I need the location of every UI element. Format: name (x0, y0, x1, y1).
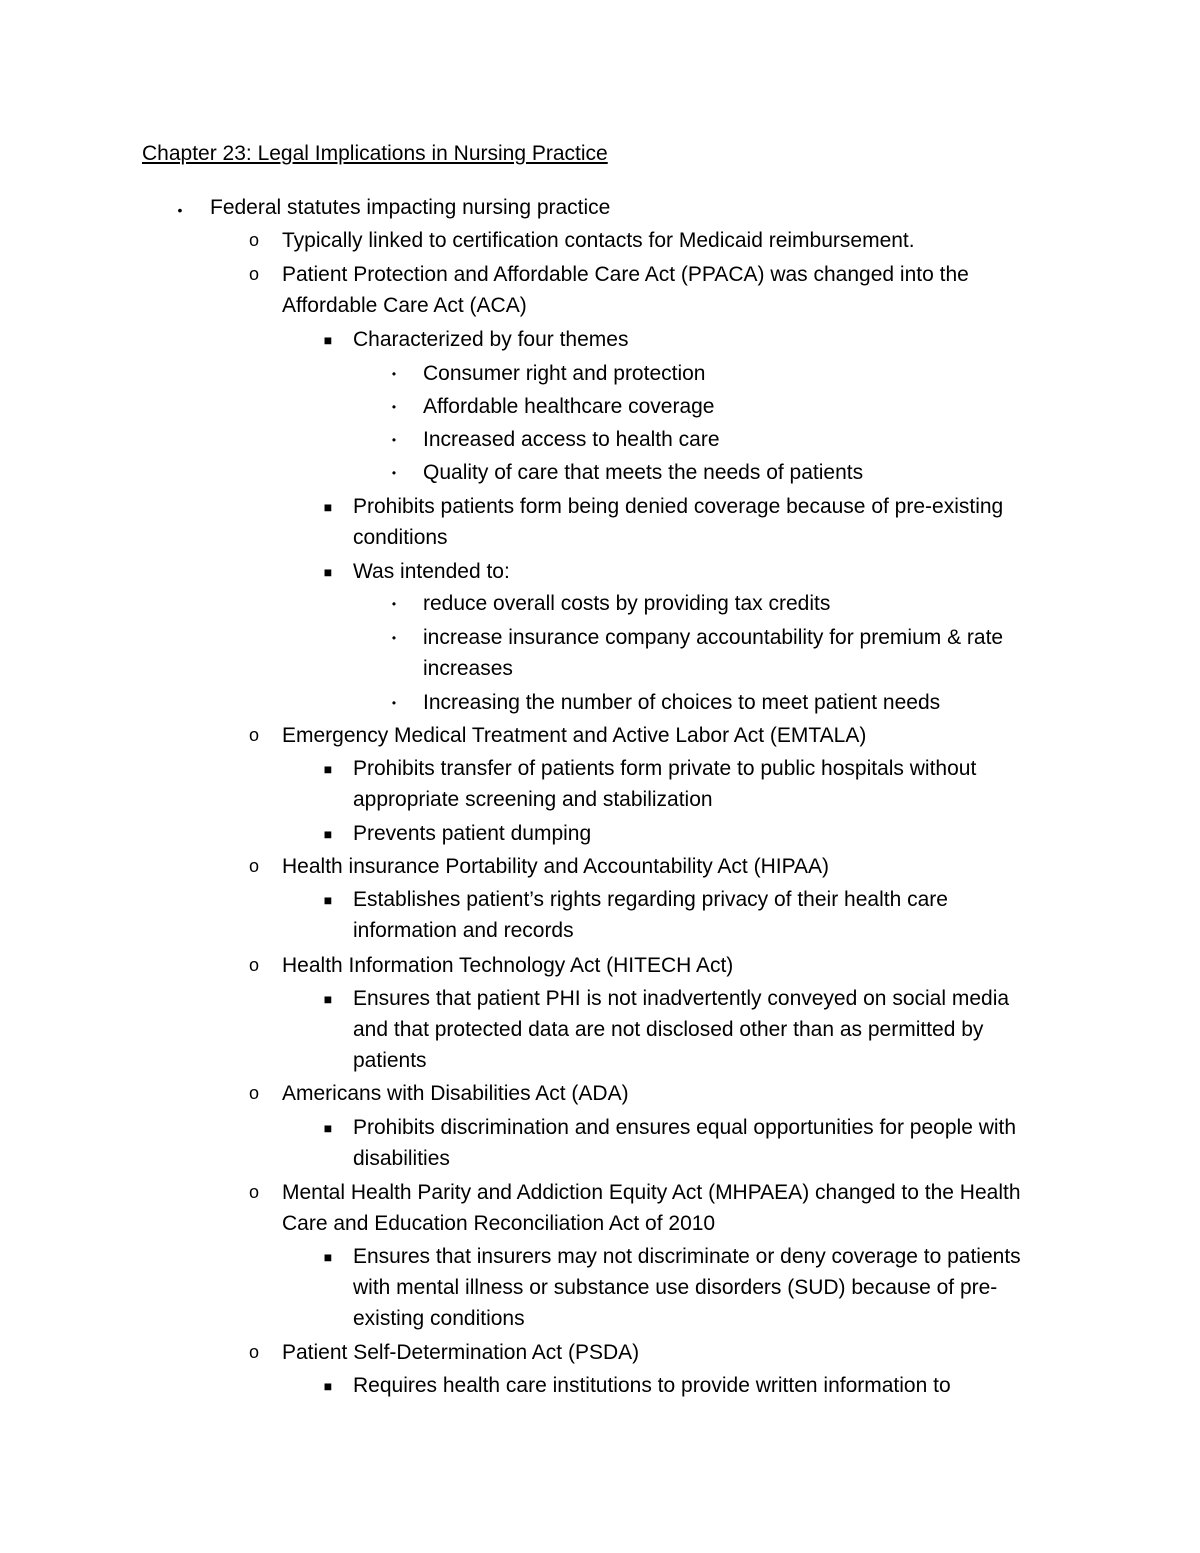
bullet-level3: ■ (323, 761, 333, 777)
list-item: Ensures that patient PHI is not inadvertently conveyed on social media (353, 987, 1010, 1010)
bullet-level2: o (248, 955, 259, 975)
list-item: Quality of care that meets the needs of patients (423, 461, 864, 484)
bullet-level4: • (391, 466, 397, 480)
list-item: Patient Protection and Affordable Care Act (PPACA) was changed into the (282, 263, 969, 286)
list-item: Affordable healthcare coverage (423, 395, 715, 418)
list-item: Characterized by four themes (353, 328, 629, 351)
list-item: Patient Self-Determination Act (PSDA) (282, 1341, 640, 1364)
page-title: Chapter 23: Legal Implications in Nursing Practice (142, 142, 608, 165)
bullet-level4: • (391, 597, 397, 611)
list-item: increase insurance company accountability for premium & rate (423, 626, 1004, 649)
list-item: Mental Health Parity and Addiction Equity Act (MHPAEA) changed to the Health (282, 1181, 1021, 1204)
bullet-level3: ■ (323, 1120, 333, 1136)
bullet-level2: o (248, 230, 259, 250)
list-item: Increased access to health care (423, 428, 720, 451)
list-item: conditions (353, 526, 448, 549)
bullet-level3: ■ (323, 499, 333, 515)
bullet-level3: ■ (323, 564, 333, 580)
list-item: Prohibits patients form being denied coverage because of pre-existing (353, 495, 1004, 518)
bullet-level3: ■ (323, 892, 333, 908)
list-item: Affordable Care Act (ACA) (282, 294, 527, 317)
list-item: Ensures that insurers may not discriminate or deny coverage to patients (353, 1245, 1021, 1268)
bullet-level2: o (248, 264, 259, 284)
list-item: and that protected data are not disclosed other than as permitted by (353, 1018, 984, 1041)
list-item: Health insurance Portability and Accountability Act (HIPAA) (282, 855, 830, 878)
bullet-level2: o (248, 1182, 259, 1202)
list-item: information and records (353, 919, 574, 942)
bullet-level2: o (248, 1342, 259, 1362)
list-item: Prevents patient dumping (353, 822, 592, 845)
list-item: Americans with Disabilities Act (ADA) (282, 1082, 629, 1105)
bullet-level2: o (248, 725, 259, 745)
bullet-level4: • (391, 400, 397, 414)
list-item: appropriate screening and stabilization (353, 788, 713, 811)
list-item: Prohibits transfer of patients form private to public hospitals without (353, 757, 977, 780)
list-item: Establishes patient’s rights regarding privacy of their health care (353, 888, 948, 911)
bullet-level3: ■ (323, 1249, 333, 1265)
bullet-level2: o (248, 856, 259, 876)
bullet-level3: ■ (323, 826, 333, 842)
list-item: with mental illness or substance use disorders (SUD) because of pre- (353, 1276, 998, 1299)
list-item: Prohibits discrimination and ensures equal opportunities for people with (353, 1116, 1017, 1139)
bullet-level3: ■ (323, 1378, 333, 1394)
list-item: Increasing the number of choices to meet patient needs (423, 691, 941, 714)
list-item: disabilities (353, 1147, 450, 1170)
bullet-level4: • (391, 367, 397, 381)
bullet-level3: ■ (323, 332, 333, 348)
list-item: Requires health care institutions to provide written information to (353, 1374, 951, 1397)
bullet-level4: • (391, 631, 397, 645)
list-item: existing conditions (353, 1307, 525, 1330)
list-item: Consumer right and protection (423, 362, 706, 385)
bullet-level3: ■ (323, 991, 333, 1007)
bullet-level4: • (391, 696, 397, 710)
list-item: Emergency Medical Treatment and Active Labor Act (EMTALA) (282, 724, 867, 747)
list-item: Was intended to: (353, 560, 510, 583)
list-item: Health Information Technology Act (HITECH Act) (282, 954, 734, 977)
list-item: Typically linked to certification contacts for Medicaid reimbursement. (282, 229, 915, 252)
bullet-level4: • (391, 433, 397, 447)
bullet-level1: • (177, 202, 183, 218)
list-item: patients (353, 1049, 427, 1072)
list-item: reduce overall costs by providing tax credits (423, 592, 831, 615)
list-item: increases (423, 657, 513, 680)
list-item: Federal statutes impacting nursing practice (210, 196, 611, 219)
list-item: Care and Education Reconciliation Act of 2010 (282, 1212, 716, 1235)
bullet-level2: o (248, 1083, 259, 1103)
